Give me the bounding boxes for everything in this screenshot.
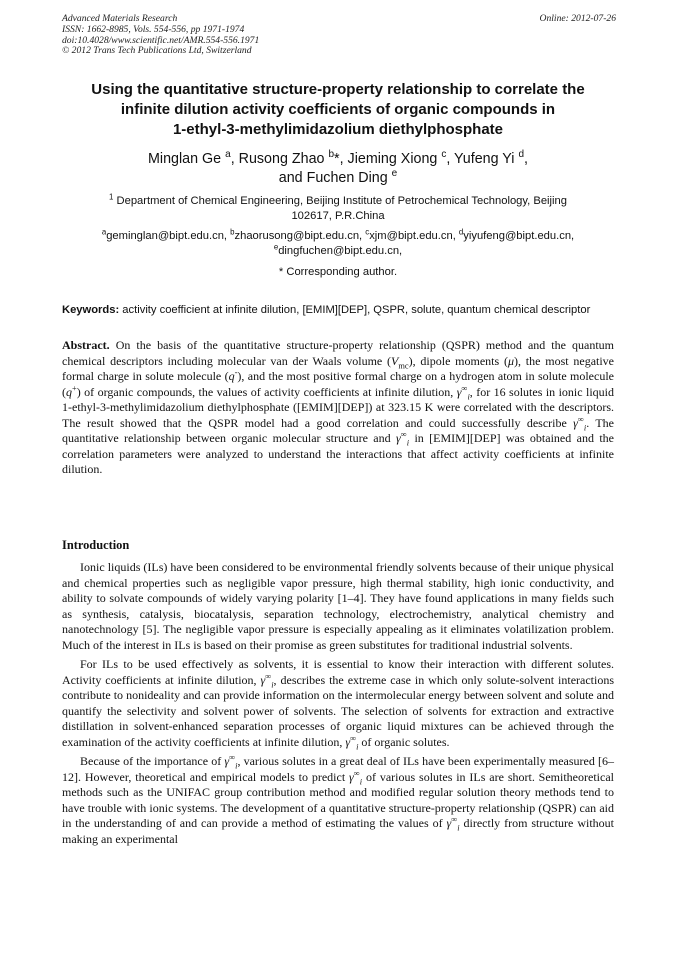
- abstract-text: ), the most negative formal charge in solute molecule (: [62, 353, 615, 383]
- symbol-v: V: [391, 353, 399, 368]
- abstract: [62, 338, 614, 478]
- gamma-index: i: [583, 422, 587, 432]
- email-address: xjm@bipt.edu.cn,: [369, 230, 459, 242]
- author-list: [62, 150, 614, 188]
- email-marker: c: [365, 227, 370, 237]
- author-marker: c: [441, 149, 447, 161]
- gamma-letter: γ: [345, 734, 351, 749]
- paragraph-text: , describes the extreme case in which only solute-solvent interactions contribute to nonideality and can provide information on the intermolecular energy between solvent and solute and quantify the selectivity and solvent power of solvents. The selection of solvents for extraction and extractive distillation in solvent-enhanced separation processes of organic liquid mixtures can be achieved through the examination of the activity coefficients at infinite dilution,: [62, 672, 615, 749]
- author-name: , Yufeng Yi: [446, 151, 515, 167]
- affiliation-line-1: Department of Chemical Engineering, Beijing Institute of Petrochemical Technology, Beijing: [116, 195, 567, 207]
- gamma-symbol: [345, 735, 358, 749]
- affiliation: [62, 194, 614, 224]
- gamma-inf: ∞: [350, 733, 357, 743]
- abstract-text: ), and the most positive formal charge on a hydrogen atom in solute molecule (: [62, 369, 614, 399]
- gamma-inf: ∞: [265, 671, 272, 681]
- title-line-1: Using the quantitative structure-property relationship to correlate the: [91, 81, 585, 98]
- title-line-2: infinite dilution activity coefficients of organic compounds in: [120, 101, 556, 118]
- author-marker: a: [225, 149, 231, 161]
- gamma-index: i: [457, 823, 460, 833]
- email-address: dingfuchen@bipt.edu.cn,: [278, 245, 403, 257]
- gamma-symbol: [349, 770, 362, 784]
- gamma-index: i: [356, 741, 359, 751]
- paper-title: [62, 80, 614, 140]
- author-marker: e: [391, 168, 398, 180]
- affiliation-marker: 1: [109, 192, 114, 202]
- gamma-index: i: [235, 761, 238, 771]
- email-marker: a: [101, 227, 107, 237]
- intro-paragraph-3: [62, 754, 614, 847]
- author-name: and Fuchen Ding: [278, 170, 388, 186]
- author-name: , Rusong Zhao: [230, 151, 325, 167]
- abstract-text: ), dipole moments (: [408, 353, 508, 368]
- author-name: Minglan Ge: [148, 151, 222, 167]
- gamma-letter: γ: [456, 384, 462, 399]
- journal-name: Advanced Materials Research: [62, 13, 178, 24]
- gamma-letter: γ: [446, 816, 452, 830]
- intro-paragraph-1: Ionic liquids (ILs) have been considered to be environmental friendly solvents because of their unique physical and chemical properties such as negligible vapor pressure, high thermal stability, high ionic conductivity, and ability to solvate compounds of widely varying polarity [1–4]. They have found applications in many fields such as synthesis, catalysis, biocatalysis, separation technology, electrochemistry, analytical chemistry and nanotechnology [5]. The negligible vapor pressure is especially appealing as it eliminates volatilization problem. Much of the interest in ILs is based on their promise as green substitutes for traditional industrial solvents.: [62, 560, 614, 652]
- abstract-text: On the basis of the quantitative structure-property relationship (QSPR) method and the quantum chemical descriptors including molecular van der Waals volume (: [62, 338, 614, 368]
- email-marker: d: [458, 227, 464, 237]
- copyright-line: © 2012 Trans Tech Publications Ltd, Switzerland: [62, 45, 252, 57]
- gamma-letter: γ: [224, 754, 230, 768]
- affiliation-line-2: 102617, P.R.China: [291, 210, 385, 222]
- gamma-symbol: [573, 416, 586, 430]
- abstract-text: ) of organic compounds, the values of activity coefficients at infinite dilution,: [76, 384, 457, 399]
- gamma-index: i: [406, 438, 410, 448]
- paragraph-text: For ILs to be used effectively as solvents, it is essential to know their interaction with different solutes. Activity coefficients at infinite dilution,: [62, 657, 614, 687]
- gamma-letter: γ: [573, 415, 578, 430]
- gamma-inf: ∞: [400, 430, 407, 439]
- paragraph-text: directly from structure without making an experimental: [62, 816, 614, 846]
- abstract-text: in [EMIM][DEP] was obtained and the correlation parameters were analyzed to understand the interactions that affect activity coefficients at infinite dilution.: [62, 431, 615, 476]
- introduction-body: [62, 560, 614, 851]
- symbol-q: q: [66, 384, 72, 399]
- email-marker: b: [230, 227, 235, 237]
- author-separator: ,: [524, 151, 528, 167]
- keywords-text: activity coefficient at infinite dilution, [EMIM][DEP], QSPR, solute, quantum chemical descriptor: [119, 304, 591, 316]
- email-address: zhaorusong@bipt.edu.cn,: [234, 230, 366, 242]
- issn-line: ISSN: 1662-8985, Vols. 554-556, pp 1971-1974: [62, 23, 245, 35]
- title-line-3: 1-ethyl-3-methylimidazolium diethylphosphate: [172, 121, 504, 138]
- gamma-inf: ∞: [577, 414, 584, 424]
- doi-line: doi:10.4028/www.scientific.net/AMR.554-556.1971: [62, 34, 260, 46]
- gamma-letter: γ: [349, 769, 354, 784]
- gamma-symbol: [396, 430, 410, 448]
- gamma-index: i: [359, 776, 363, 786]
- journal-header: [62, 14, 622, 57]
- corresponding-star: *: [334, 151, 340, 167]
- email-address: yiyufeng@bipt.edu.cn,: [463, 230, 575, 242]
- symbol-v-sub: mc: [398, 360, 409, 370]
- gamma-letter: γ: [260, 672, 266, 687]
- keywords-label: Keywords:: [62, 304, 120, 316]
- online-date: Online: 2012-07-26: [539, 13, 616, 24]
- paragraph-text: of organic solutes.: [358, 734, 450, 749]
- author-marker: b: [328, 149, 335, 161]
- corresponding-note: * Corresponding author.: [278, 266, 398, 278]
- abstract-label: Abstract.: [62, 338, 110, 352]
- symbol-q: q: [228, 369, 235, 383]
- paragraph-text: Because of the importance of: [80, 754, 225, 768]
- gamma-letter: γ: [396, 431, 401, 445]
- abstract-text: , for 16 solutes in ionic liquid 1-ethyl-3-methylimidazolium diethylphosphate ([EMIM][DEP]) at 323.15 K were correlated with the descriptors. The result showed that the QSPR model had a good correlation and could successfully describe: [62, 384, 615, 430]
- gamma-inf: ∞: [353, 768, 360, 778]
- symbol-q-sup: +: [72, 383, 77, 393]
- symbol-q-sup: -: [234, 368, 238, 377]
- email-list: [62, 229, 614, 259]
- email-marker: e: [273, 242, 279, 252]
- keywords: [62, 303, 614, 317]
- symbol-mu: μ: [507, 353, 514, 368]
- abstract-text: . The quantitative relationship between organic molecular structure and: [62, 415, 614, 445]
- gamma-symbol: [457, 385, 470, 399]
- intro-paragraph-2: [62, 657, 614, 750]
- gamma-symbol: [261, 673, 274, 687]
- gamma-inf: ∞: [451, 815, 458, 824]
- email-address: geminglan@bipt.edu.cn,: [106, 230, 231, 242]
- gamma-inf: ∞: [229, 753, 236, 762]
- section-heading-introduction: Introduction: [62, 538, 130, 552]
- gamma-symbol: [224, 753, 238, 771]
- gamma-inf: ∞: [461, 383, 468, 393]
- author-marker: d: [518, 149, 524, 161]
- gamma-index: i: [271, 679, 274, 689]
- gamma-symbol: [446, 815, 460, 833]
- gamma-index: i: [467, 391, 470, 401]
- paragraph-text: , various solutes in a great deal of ILs have been experimentally measured [6–12]. However, theoretical and empirical models to predict: [62, 754, 614, 784]
- author-name: , Jieming Xiong: [339, 151, 438, 167]
- paragraph-text: of various solutes in ILs are short. Semitheoretical methods such as the UNIFAC group contribution method and modified regular solution theory methods tend to have trouble with ionic systems. The development of a quantitative structure-property relationship (QSPR) can aid in the understanding of and can provide a method of estimating the values of: [62, 769, 614, 830]
